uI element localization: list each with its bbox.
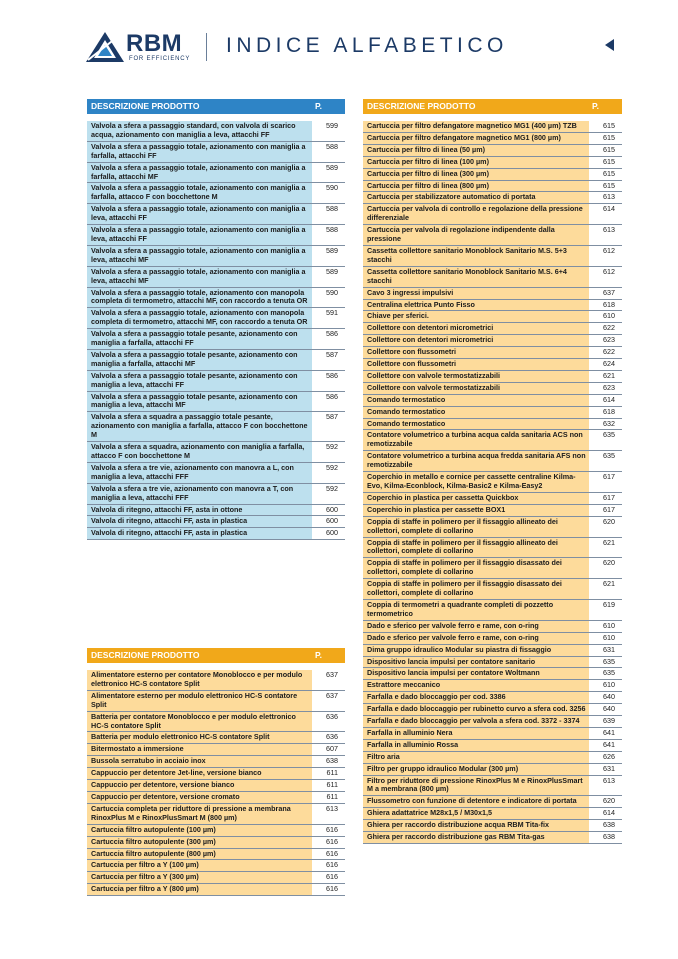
table-row	[87, 860, 345, 872]
product-description: Filtro per gruppo idraulico Modular (300 µm)	[363, 764, 589, 775]
product-description: Estrattore meccanico	[363, 680, 589, 691]
page-number: 631	[589, 645, 622, 656]
product-description: Comando termostatico	[363, 419, 589, 430]
page-number: 586	[312, 392, 345, 412]
product-description: Cartuccia completa per riduttore di pressione a membrana RinoxPlus M e RinoxPlusSmart M (800 µm)	[87, 804, 312, 824]
table-body	[363, 121, 622, 844]
page-number: 590	[312, 288, 345, 308]
product-description: Valvola a sfera a passaggio standard, con valvola di scarico acqua, azionamento con maniglia a leva, attacchi FF	[87, 121, 312, 141]
index-table-valves	[87, 99, 345, 540]
product-description: Valvola a sfera a passaggio totale, azionamento con manopola completa di termometro, attacchi MF, con raccordo a tenuta OR	[87, 308, 312, 328]
table-row	[87, 670, 345, 691]
page-number: 613	[589, 776, 622, 796]
page-number: 614	[589, 808, 622, 819]
page-number: 591	[312, 308, 345, 328]
table-row	[363, 600, 622, 621]
page-title: INDICE ALFABETICO	[226, 34, 508, 57]
table-row	[363, 493, 622, 505]
table-row	[363, 657, 622, 669]
table-row	[363, 820, 622, 832]
product-description: Collettore con valvole termostatizzabili	[363, 383, 589, 394]
product-description: Valvola a sfera a passaggio totale pesante, azionamento con maniglia a leva, attacchi MF	[87, 392, 312, 412]
product-description: Flussometro con funzione di detentore e indicatore di portata	[363, 796, 589, 807]
table-row	[87, 412, 345, 442]
product-description: Alimentatore esterno per modulo elettronico HC-S contatore Split	[87, 691, 312, 711]
table-row	[363, 347, 622, 359]
page-number: 616	[312, 860, 345, 871]
page-number: 610	[589, 621, 622, 632]
product-description: Valvola di ritegno, attacchi FF, asta in plastica	[87, 528, 312, 539]
product-description: Bitermostato a immersione	[87, 744, 312, 755]
page-number: 592	[312, 442, 345, 462]
table-row	[87, 121, 345, 142]
page-number: 624	[589, 359, 622, 370]
table-row	[87, 884, 345, 896]
product-description: Valvola a sfera a passaggio totale, azionamento con maniglia a leva, attacchi FF	[87, 225, 312, 245]
page-number: 586	[312, 329, 345, 349]
product-description: Farfalla e dado bloccaggio per valvola a sfera cod. 3372 - 3374	[363, 716, 589, 727]
table-row	[87, 350, 345, 371]
product-description: Comando termostatico	[363, 407, 589, 418]
table-row	[87, 516, 345, 528]
page-number: 641	[589, 740, 622, 751]
product-description: Farfalla in alluminio Rossa	[363, 740, 589, 751]
page-number: 632	[589, 419, 622, 430]
product-description: Cartuccia per filtro a Y (800 µm)	[87, 884, 312, 895]
table-row	[87, 183, 345, 204]
table-row	[87, 392, 345, 413]
page-number: 610	[589, 633, 622, 644]
product-description: Ghiera per raccordo distribuzione acqua RBM Tita-fix	[363, 820, 589, 831]
product-description: Coperchio in plastica per cassette BOX1	[363, 505, 589, 516]
product-description: Cappuccio per detentore, versione cromato	[87, 792, 312, 803]
table-row	[363, 288, 622, 300]
table-row	[363, 451, 622, 472]
table-row	[363, 558, 622, 579]
product-description: Valvola a sfera a passaggio totale, azionamento con maniglia a farfalla, attacco F con bocchettone M	[87, 183, 312, 203]
column-header-description: DESCRIZIONE PRODOTTO	[91, 650, 200, 660]
product-description: Coppia di termometri a quadrante completi di pozzetto termometrico	[363, 600, 589, 620]
table-row	[363, 204, 622, 225]
table-row	[87, 505, 345, 517]
table-row	[363, 192, 622, 204]
table-row	[87, 780, 345, 792]
product-description: Valvola a sfera a passaggio totale, azionamento con maniglia a leva, attacchi MF	[87, 246, 312, 266]
table-row	[363, 157, 622, 169]
product-description: Cartuccia per filtro di linea (800 µm)	[363, 181, 589, 192]
page-number: 615	[589, 157, 622, 168]
page-number: 623	[589, 383, 622, 394]
table-row	[87, 225, 345, 246]
product-description: Valvola a sfera a tre vie, azionamento con manovra a L, con maniglia a leva, attacchi FFF	[87, 463, 312, 483]
page-number: 639	[589, 716, 622, 727]
table-row	[363, 680, 622, 692]
table-row	[87, 288, 345, 309]
product-description: Coperchio in plastica per cassetta Quickbox	[363, 493, 589, 504]
index-table-accessories-a-c	[87, 648, 345, 896]
page-number: 638	[589, 832, 622, 843]
product-description: Cartuccia per stabilizzatore automatico di portata	[363, 192, 589, 203]
table-row	[87, 732, 345, 744]
table-row	[87, 246, 345, 267]
column-header-page: P.	[315, 650, 322, 660]
table-row	[363, 716, 622, 728]
product-description: Valvola a sfera a passaggio totale, azionamento con maniglia a farfalla, attacchi FF	[87, 142, 312, 162]
table-row	[363, 246, 622, 267]
table-row	[363, 225, 622, 246]
product-description: Valvola a sfera a squadra, azionamento con maniglia a farfalla, attacco F con bocchettone M	[87, 442, 312, 462]
product-description: Cartuccia per filtro di linea (50 µm)	[363, 145, 589, 156]
table-row	[363, 121, 622, 133]
table-row	[87, 308, 345, 329]
table-row	[87, 792, 345, 804]
product-description: Cartuccia per valvola di regolazione indipendente dalla pressione	[363, 225, 589, 245]
product-description: Valvola a sfera a passaggio totale pesante, azionamento con maniglia a farfalla, attacchi FF	[87, 329, 312, 349]
table-row	[363, 430, 622, 451]
table-row	[363, 633, 622, 645]
product-description: Cavo 3 ingressi impulsivi	[363, 288, 589, 299]
product-description: Cartuccia per filtro a Y (300 µm)	[87, 872, 312, 883]
page-number: 616	[312, 884, 345, 895]
table-row	[363, 808, 622, 820]
page-number: 616	[312, 849, 345, 860]
page-number: 589	[312, 267, 345, 287]
product-description: Valvola a sfera a squadra a passaggio totale pesante, azionamento con maniglia a farfalla, attacco F con bocchettone M	[87, 412, 312, 441]
page-number: 586	[312, 371, 345, 391]
table-row	[363, 145, 622, 157]
product-description: Dado e sferico per valvole ferro e rame, con o-ring	[363, 621, 589, 632]
table-row	[363, 323, 622, 335]
table-header	[363, 99, 622, 114]
table-body	[87, 121, 345, 540]
product-description: Cassetta collettore sanitario Monoblock Sanitario M.S. 5+3 stacchi	[363, 246, 589, 266]
table-row	[87, 163, 345, 184]
page-number: 638	[312, 756, 345, 767]
table-row	[87, 267, 345, 288]
product-description: Coppia di staffe in polimero per il fissaggio disassato dei collettori, complete di collarino	[363, 558, 589, 578]
table-row	[87, 804, 345, 825]
page-number: 618	[589, 300, 622, 311]
table-row	[363, 704, 622, 716]
product-description: Cassetta collettore sanitario Monoblock Sanitario M.S. 6+4 stacchi	[363, 267, 589, 287]
page-number: 640	[589, 692, 622, 703]
table-row	[87, 849, 345, 861]
page-number: 610	[589, 680, 622, 691]
page-number: 620	[589, 558, 622, 578]
product-description: Filtro per riduttore di pressione RinoxPlus M e RinoxPlusSmart M a membrana (800 µm)	[363, 776, 589, 796]
page-number: 614	[589, 395, 622, 406]
table-row	[87, 442, 345, 463]
product-description: Valvola di ritegno, attacchi FF, asta in ottone	[87, 505, 312, 516]
page-number: 622	[589, 323, 622, 334]
page-number: 621	[589, 579, 622, 599]
table-row	[363, 740, 622, 752]
page-number: 616	[312, 825, 345, 836]
product-description: Coperchio in metallo e cornice per cassette centraline Kilma-Evo, Kilma-Econblock, Kilma-Basic2 e Kilma-Easy2	[363, 472, 589, 492]
page-number: 617	[589, 505, 622, 516]
product-description: Cartuccia per filtro di linea (100 µm)	[363, 157, 589, 168]
page-number: 610	[589, 311, 622, 322]
logo-tagline: FOR EFFICIENCY	[129, 56, 191, 62]
product-description: Coppia di staffe in polimero per il fissaggio allineato dei collettori, complete di collarino	[363, 538, 589, 558]
page-number: 588	[312, 204, 345, 224]
page-number: 616	[312, 837, 345, 848]
table-header	[87, 648, 345, 663]
product-description: Bussola serratubo in acciaio inox	[87, 756, 312, 767]
page-number: 637	[312, 691, 345, 711]
table-row	[363, 764, 622, 776]
page-number: 622	[589, 347, 622, 358]
page-number: 600	[312, 528, 345, 539]
table-row	[363, 169, 622, 181]
product-description: Dima gruppo idraulico Modular su piastra di fissaggio	[363, 645, 589, 656]
product-description: Cappuccio per detentore, versione bianco	[87, 780, 312, 791]
table-body	[87, 670, 345, 896]
product-description: Collettore con detentori micrometrici	[363, 323, 589, 334]
page-number: 635	[589, 451, 622, 471]
product-description: Ghiera per raccordo distribuzione gas RBM Tita-gas	[363, 832, 589, 843]
table-row	[363, 796, 622, 808]
product-description: Coppia di staffe in polimero per il fissaggio allineato dei collettori, complete di collarino	[363, 517, 589, 537]
column-header-page: P.	[592, 101, 599, 111]
product-description: Cappuccio per detentore Jet-line, versione bianco	[87, 768, 312, 779]
page-number: 616	[312, 872, 345, 883]
product-description: Valvola a sfera a passaggio totale, azionamento con maniglia a leva, attacchi MF	[87, 267, 312, 287]
page-number: 611	[312, 768, 345, 779]
product-description: Cartuccia per filtro di linea (300 µm)	[363, 169, 589, 180]
page-number: 617	[589, 493, 622, 504]
product-description: Contatore volumetrico a turbina acqua fredda sanitaria AFS non remotizzabile	[363, 451, 589, 471]
table-row	[87, 691, 345, 712]
table-row	[87, 329, 345, 350]
table-row	[363, 133, 622, 145]
product-description: Cartuccia per filtro a Y (100 µm)	[87, 860, 312, 871]
product-description: Dispositivo lancia impulsi per contatore sanitario	[363, 657, 589, 668]
table-row	[87, 371, 345, 392]
page-number: 615	[589, 121, 622, 132]
page-number: 592	[312, 484, 345, 504]
index-table-accessories-c-g	[363, 99, 622, 844]
product-description: Farfalla e dado bloccaggio per cod. 3386	[363, 692, 589, 703]
page-number: 587	[312, 412, 345, 441]
page-number: 612	[589, 246, 622, 266]
page-number: 637	[589, 288, 622, 299]
table-row	[363, 267, 622, 288]
product-description: Cartuccia per filtro defangatore magnetico MG1 (400 µm) TZB	[363, 121, 589, 132]
page-number: 614	[589, 204, 622, 224]
product-description: Valvola a sfera a passaggio totale, azionamento con manopola completa di termometro, attacchi MF, con raccordo a tenuta OR	[87, 288, 312, 308]
page-number: 635	[589, 430, 622, 450]
table-row	[363, 359, 622, 371]
table-row	[363, 645, 622, 657]
product-description: Valvola a sfera a passaggio totale pesante, azionamento con maniglia a leva, attacchi FF	[87, 371, 312, 391]
product-description: Alimentatore esterno per contatore Monoblocco e per modulo elettronico HC-S contatore Split	[87, 670, 312, 690]
page-number: 626	[589, 752, 622, 763]
page-number: 640	[589, 704, 622, 715]
header-divider	[206, 33, 207, 61]
product-description: Valvola di ritegno, attacchi FF, asta in plastica	[87, 516, 312, 527]
page-number: 619	[589, 600, 622, 620]
page-number: 587	[312, 350, 345, 370]
table-row	[363, 371, 622, 383]
table-row	[363, 311, 622, 323]
product-description: Comando termostatico	[363, 395, 589, 406]
page-number: 600	[312, 516, 345, 527]
product-description: Filtro aria	[363, 752, 589, 763]
page-number: 621	[589, 371, 622, 382]
page-number: 612	[589, 267, 622, 287]
product-description: Collettore con detentori micrometrici	[363, 335, 589, 346]
table-row	[87, 837, 345, 849]
page-number: 620	[589, 796, 622, 807]
table-row	[87, 744, 345, 756]
table-header	[87, 99, 345, 114]
column-header-page: P.	[315, 101, 322, 111]
table-row	[363, 419, 622, 431]
page-number: 621	[589, 538, 622, 558]
page-number: 613	[589, 192, 622, 203]
page-number: 600	[312, 505, 345, 516]
product-description: Cartuccia filtro autopulente (100 µm)	[87, 825, 312, 836]
product-description: Chiave per sferici.	[363, 311, 589, 322]
table-row	[87, 756, 345, 768]
page-number: 590	[312, 183, 345, 203]
page-number: 631	[589, 764, 622, 775]
column-header-description: DESCRIZIONE PRODOTTO	[91, 101, 200, 111]
page-number: 617	[589, 472, 622, 492]
product-description: Farfalla e dado bloccaggio per rubinetto curvo a sfera cod. 3256	[363, 704, 589, 715]
table-row	[363, 538, 622, 559]
page-number: 588	[312, 225, 345, 245]
table-row	[363, 752, 622, 764]
product-description: Cartuccia filtro autopulente (800 µm)	[87, 849, 312, 860]
table-row	[363, 692, 622, 704]
table-row	[363, 505, 622, 517]
page-number: 615	[589, 169, 622, 180]
table-row	[363, 407, 622, 419]
page-number: 589	[312, 246, 345, 266]
page-number: 599	[312, 121, 345, 141]
page-number: 637	[312, 670, 345, 690]
table-row	[363, 832, 622, 844]
page-number: 611	[312, 780, 345, 791]
product-description: Valvola a sfera a passaggio totale, azionamento con maniglia a farfalla, attacchi MF	[87, 163, 312, 183]
table-row	[363, 181, 622, 193]
table-row	[87, 142, 345, 163]
product-description: Cartuccia per filtro defangatore magnetico MG1 (800 µm)	[363, 133, 589, 144]
page-number: 636	[312, 712, 345, 732]
page-number: 636	[312, 732, 345, 743]
table-row	[87, 768, 345, 780]
back-arrow-icon[interactable]	[605, 39, 614, 51]
page-number: 611	[312, 792, 345, 803]
table-row	[87, 872, 345, 884]
page-number: 613	[589, 225, 622, 245]
table-row	[87, 528, 345, 540]
product-description: Valvola a sfera a passaggio totale pesante, azionamento con maniglia a farfalla, attacchi MF	[87, 350, 312, 370]
product-description: Centralina elettrica Punto Fisso	[363, 300, 589, 311]
product-description: Cartuccia per valvola di controllo e regolazione della pressione differenziale	[363, 204, 589, 224]
page-number: 623	[589, 335, 622, 346]
table-row	[363, 383, 622, 395]
page-number: 588	[312, 142, 345, 162]
product-description: Farfalla in alluminio Nera	[363, 728, 589, 739]
table-row	[363, 579, 622, 600]
page-number: 635	[589, 668, 622, 679]
table-row	[363, 300, 622, 312]
page-number: 635	[589, 657, 622, 668]
page-number: 641	[589, 728, 622, 739]
page-number: 620	[589, 517, 622, 537]
table-row	[87, 825, 345, 837]
table-row	[87, 712, 345, 733]
product-description: Valvola a sfera a passaggio totale, azionamento con maniglia a leva, attacchi FF	[87, 204, 312, 224]
table-row	[87, 463, 345, 484]
page-number: 615	[589, 181, 622, 192]
table-row	[363, 728, 622, 740]
column-header-description: DESCRIZIONE PRODOTTO	[367, 101, 476, 111]
table-row	[363, 335, 622, 347]
page-number: 592	[312, 463, 345, 483]
logo-text: RBM	[126, 30, 183, 57]
product-description: Collettore con flussometri	[363, 347, 589, 358]
page-number: 638	[589, 820, 622, 831]
table-row	[87, 204, 345, 225]
product-description: Dado e sferico per valvole ferro e rame, con o-ring	[363, 633, 589, 644]
product-description: Cartuccia filtro autopulente (300 µm)	[87, 837, 312, 848]
product-description: Coppia di staffe in polimero per il fissaggio disassato dei collettori, complete di collarino	[363, 579, 589, 599]
table-row	[363, 395, 622, 407]
table-row	[363, 472, 622, 493]
rbm-logo	[86, 30, 196, 66]
table-row	[363, 621, 622, 633]
page-number: 607	[312, 744, 345, 755]
table-row	[363, 776, 622, 797]
product-description: Collettore con flussometri	[363, 359, 589, 370]
page-header	[0, 0, 678, 80]
table-row	[87, 484, 345, 505]
product-description: Ghiera adattatrice M28x1,5 / M30x1,5	[363, 808, 589, 819]
product-description: Batteria per modulo elettronico HC-S contatore Split	[87, 732, 312, 743]
rbm-logo-mark-icon	[86, 30, 126, 64]
product-description: Valvola a sfera a tre vie, azionamento con manovra a T, con maniglia a leva, attacchi FFF	[87, 484, 312, 504]
page-number: 589	[312, 163, 345, 183]
product-description: Dispositivo lancia impulsi per contatore Woltmann	[363, 668, 589, 679]
table-row	[363, 517, 622, 538]
page-number: 618	[589, 407, 622, 418]
page-number: 615	[589, 133, 622, 144]
product-description: Batteria per contatore Monoblocco e per modulo elettronico HC-S contatore Split	[87, 712, 312, 732]
product-description: Contatore volumetrico a turbina acqua calda sanitaria ACS non remotizzabile	[363, 430, 589, 450]
product-description: Collettore con valvole termostatizzabili	[363, 371, 589, 382]
table-row	[363, 668, 622, 680]
page-number: 613	[312, 804, 345, 824]
page-number: 615	[589, 145, 622, 156]
